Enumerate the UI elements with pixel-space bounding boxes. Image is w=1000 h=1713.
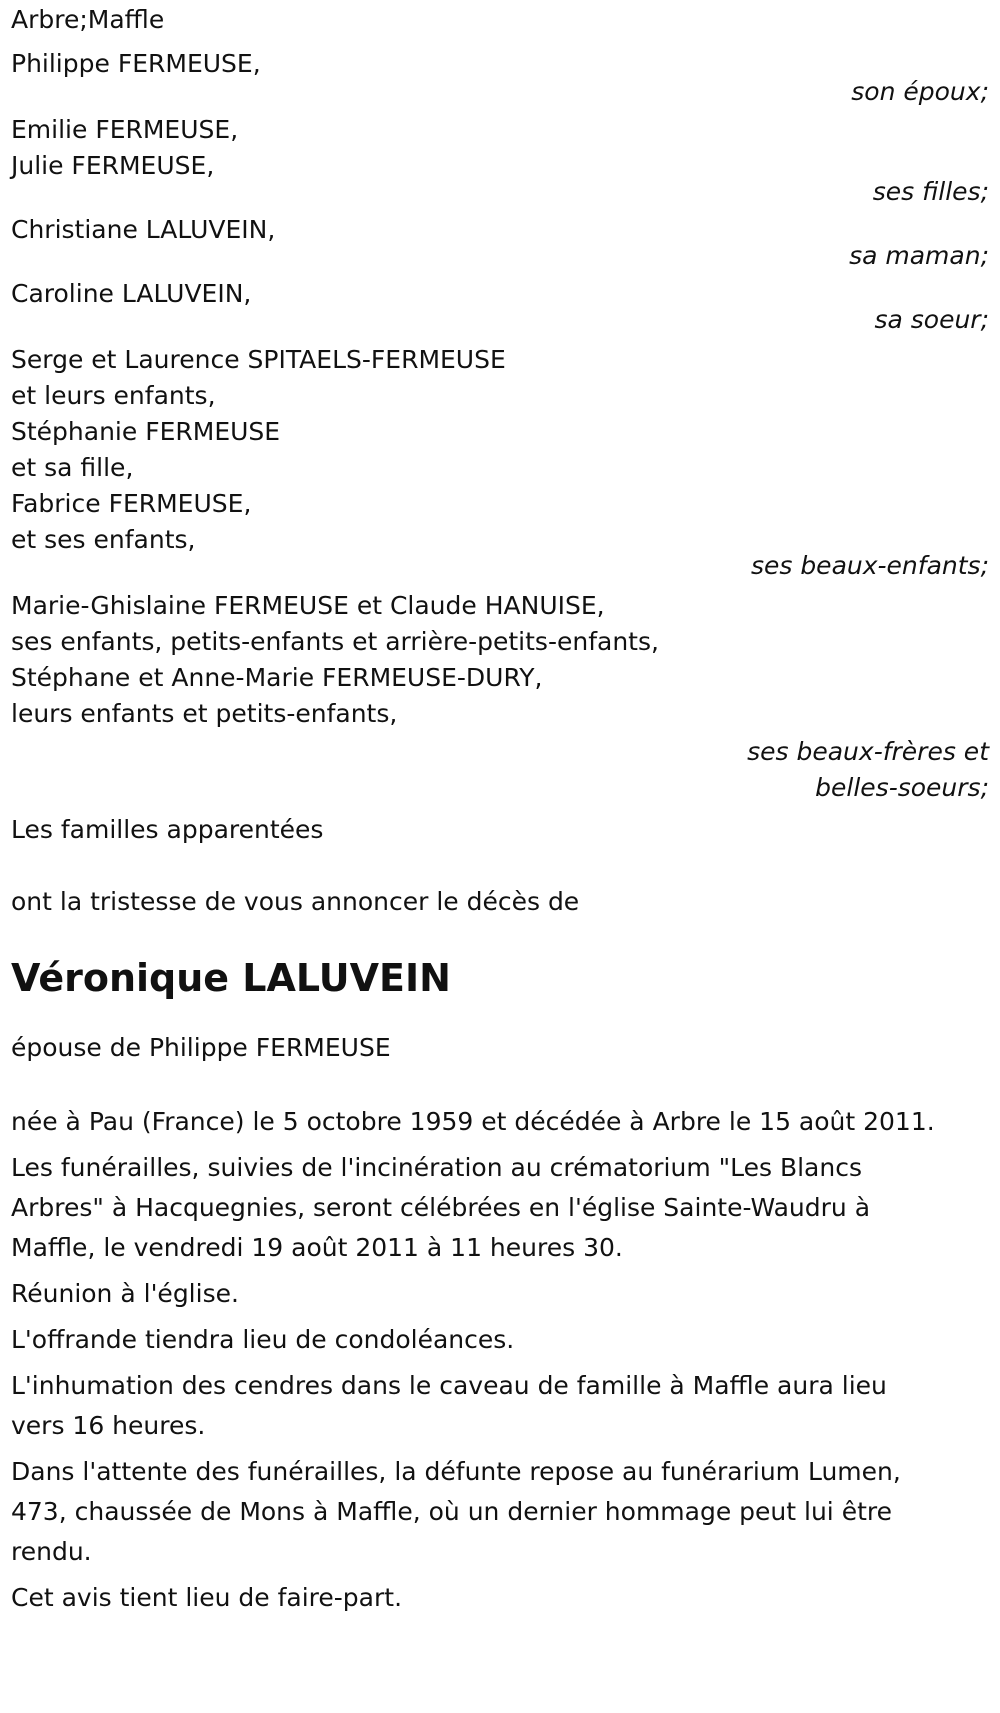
- location: Arbre;Maffle: [11, 5, 165, 34]
- born-died: née à Pau (France) le 5 octobre 1959 et décédée à Arbre le 15 août 2011.: [11, 1107, 935, 1136]
- family-name: Emilie FERMEUSE,: [11, 115, 239, 144]
- family-role: belles-soeurs;: [815, 773, 989, 802]
- announcement: ont la tristesse de vous annoncer le décès de: [11, 887, 580, 916]
- family-role: son époux;: [851, 77, 989, 106]
- deceased-name: Véronique LALUVEIN: [11, 956, 451, 1000]
- family-name: Caroline LALUVEIN,: [11, 279, 252, 308]
- family-role: sa maman;: [849, 241, 989, 270]
- family-group-sister: [11, 274, 989, 340]
- funerarium-paragraph: [11, 1452, 989, 1572]
- family-group-spouse: [11, 44, 989, 112]
- family-name: Stéphane et Anne-Marie FERMEUSE-DURY,: [11, 663, 543, 692]
- family-name: Christiane LALUVEIN,: [11, 215, 276, 244]
- burial-paragraph: [11, 1366, 989, 1446]
- notice-paragraph: [11, 1578, 989, 1618]
- family-name: Marie-Ghislaine FERMEUSE et Claude HANUISE,: [11, 591, 605, 620]
- family-name: ses enfants, petits-enfants et arrière-petits-enfants,: [11, 627, 659, 656]
- family-name: et ses enfants,: [11, 525, 196, 554]
- family-group-stepchildren: [11, 340, 989, 586]
- family-name: et sa fille,: [11, 453, 134, 482]
- family-name: Stéphanie FERMEUSE: [11, 417, 281, 446]
- family-name: et leurs enfants,: [11, 381, 216, 410]
- offering-paragraph: [11, 1320, 989, 1360]
- paragraph-line: Maffle, le vendredi 19 août 2011 à 11 heures 30.: [11, 1233, 623, 1262]
- paragraph-line: vers 16 heures.: [11, 1411, 206, 1440]
- related-families: Les familles apparentées: [11, 815, 324, 844]
- paragraph-line: Cet avis tient lieu de faire-part.: [11, 1583, 403, 1612]
- family-group-mother: [11, 210, 989, 276]
- family-name: Philippe FERMEUSE,: [11, 49, 261, 78]
- family-role: ses beaux-frères et: [747, 737, 989, 766]
- family-group-daughters: [11, 110, 989, 212]
- family-role: ses filles;: [872, 177, 989, 206]
- paragraph-line: Dans l'attente des funérailles, la défunte repose au funérarium Lumen,: [11, 1457, 901, 1486]
- paragraph-line: Arbres" à Hacquegnies, seront célébrées en l'église Sainte-Waudru à: [11, 1193, 871, 1222]
- family-name: Julie FERMEUSE,: [11, 151, 215, 180]
- paragraph-line: L'inhumation des cendres dans le caveau de famille à Maffle aura lieu: [11, 1371, 887, 1400]
- family-group-in-laws: [11, 586, 989, 808]
- family-name: Fabrice FERMEUSE,: [11, 489, 252, 518]
- funeral-paragraph: [11, 1148, 989, 1268]
- family-name: leurs enfants et petits-enfants,: [11, 699, 398, 728]
- family-name: Serge et Laurence SPITAELS-FERMEUSE: [11, 345, 506, 374]
- family-role: sa soeur;: [874, 305, 989, 334]
- paragraph-line: L'offrande tiendra lieu de condoléances.: [11, 1325, 515, 1354]
- family-role: ses beaux-enfants;: [750, 551, 989, 580]
- paragraph-line: Les funérailles, suivies de l'incinération au crématorium "Les Blancs: [11, 1153, 862, 1182]
- paragraph-line: Réunion à l'église.: [11, 1279, 239, 1308]
- spouse-of: épouse de Philippe FERMEUSE: [11, 1033, 391, 1062]
- meeting-paragraph: [11, 1274, 989, 1314]
- paragraph-line: rendu.: [11, 1537, 92, 1566]
- paragraph-line: 473, chaussée de Mons à Maffle, où un dernier hommage peut lui être: [11, 1497, 892, 1526]
